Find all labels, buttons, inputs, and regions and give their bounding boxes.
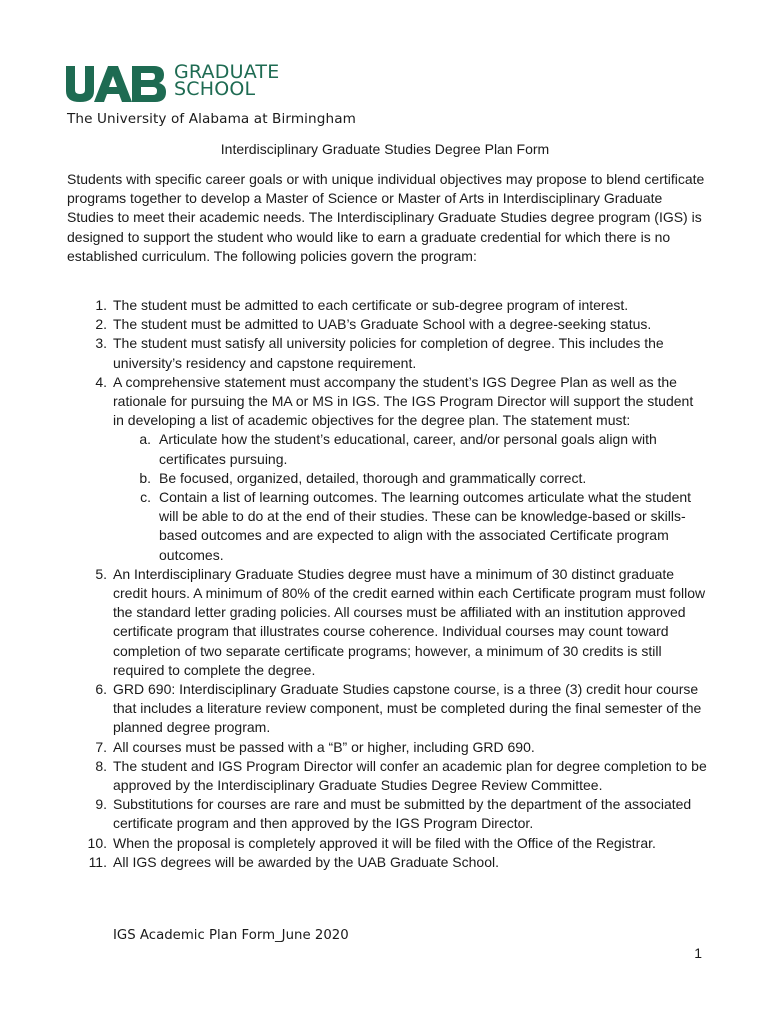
- logo-text-school: SCHOOL: [174, 78, 256, 100]
- uab-graduate-school-logo: [66, 61, 366, 104]
- page-number: 1: [694, 945, 702, 961]
- policy-subitem-letter: c.: [140, 489, 151, 506]
- form-title: Interdisciplinary Graduate Studies Degree Plan Form: [220, 141, 550, 157]
- policy-item: [67, 565, 707, 680]
- policy-item: [67, 334, 707, 372]
- policy-item: [67, 315, 707, 334]
- policy-subitem-text: Contain a list of learning outcomes. The learning outcomes articulate what the student will be able to do at the end of their studies. These can be knowledge-based or skills-based outcomes and are expected to align with the associated Certificate program outcomes.: [159, 489, 692, 563]
- policy-text: A comprehensive statement must accompany the student’s IGS Degree Plan as well as the rationale for pursuing the MA or MS in IGS. The IGS Program Director will support the student in developing a list of academic objectives for the degree plan. The statement must:: [113, 373, 694, 429]
- policy-item: [67, 795, 707, 833]
- policy-number: 11.: [88, 853, 107, 870]
- policy-item: [67, 373, 707, 565]
- policy-text: An Interdisciplinary Graduate Studies degree must have a minimum of 30 distinct graduate credit hours. A minimum of 80% of the credit earned within each Certificate program must follow the standard letter grading policies. All courses must be affiliated with an institution approved certificate program that illustrates course coherence. Individual courses may count toward completion of two separate certificate programs; however, a minimum of 30 credits is still required to complete the degree.: [113, 565, 706, 678]
- policy-subitem-text: Articulate how the student’s educational, career, and/or personal goals align with certificates pursuing.: [159, 431, 657, 467]
- policy-text: All courses must be passed with a “B” or higher, including GRD 690.: [113, 738, 535, 755]
- policy-item: [67, 757, 707, 795]
- policy-text: GRD 690: Interdisciplinary Graduate Studies capstone course, is a three (3) credit hour course that includes a literature review component, must be completed during the final semester of the planned degree program.: [113, 681, 702, 736]
- policy-item: [67, 680, 707, 738]
- policy-number: 6.: [95, 681, 107, 698]
- policy-number: 8.: [95, 757, 107, 774]
- policy-item: [67, 853, 707, 872]
- logo-wordmark: [174, 61, 280, 100]
- policy-text: Substitutions for courses are rare and must be submitted by the department of the associated certificate program and then approved by the IGS Program Director.: [113, 796, 692, 832]
- policy-subitem-letter: a.: [139, 431, 151, 448]
- policy-subitem: [113, 469, 707, 488]
- policy-number: 7.: [95, 738, 107, 755]
- policy-number: 10.: [87, 834, 107, 851]
- policy-subitem-letter: b.: [139, 469, 151, 486]
- policy-text: The student must be admitted to each certificate or sub-degree program of interest.: [113, 297, 629, 313]
- policy-subitem-text: Be focused, organized, detailed, thorough and grammatically correct.: [159, 469, 587, 486]
- policy-number: 9.: [95, 796, 107, 813]
- university-name: The University of Alabama at Birmingham: [67, 111, 356, 127]
- policy-list: [67, 296, 707, 872]
- policy-sublist: [113, 430, 707, 564]
- intro-paragraph: Students with specific career goals or with unique individual objectives may propose to blend certificate programs together to develop a Master of Science or Master of Arts in Interdisciplinary Graduate Studies to meet their academic needs. The Interdisciplinary Graduate Studies degree program (IGS) is designed to support the student who would like to earn a graduate credential for which there is no established curriculum. The following policies govern the program:: [67, 171, 705, 264]
- policy-number: 1.: [95, 297, 107, 313]
- policy-subitem: [113, 430, 707, 468]
- uab-logo-mark: [66, 66, 166, 102]
- policy-item: [67, 738, 707, 757]
- policy-item: [67, 296, 707, 315]
- policy-item: [67, 834, 707, 853]
- policy-text: The student must satisfy all university policies for completion of degree. This includes the university’s residency and capstone requirement.: [113, 335, 664, 371]
- logo-text-graduate: GRADUATE: [174, 61, 280, 83]
- policy-text: All IGS degrees will be awarded by the UAB Graduate School.: [113, 853, 499, 870]
- policy-number: 2.: [95, 316, 107, 333]
- policy-text: The student and IGS Program Director will confer an academic plan for degree completion to be approved by the Interdisciplinary Graduate Studies Degree Review Committee.: [113, 757, 707, 794]
- policy-number: 5.: [95, 565, 107, 582]
- policy-text: When the proposal is completely approved it will be filed with the Office of the Registrar.: [113, 834, 656, 851]
- policy-text: The student must be admitted to UAB’s Graduate School with a degree-seeking status.: [113, 316, 652, 333]
- footer-label: IGS Academic Plan Form_June 2020: [113, 928, 349, 943]
- policy-number: 4.: [95, 373, 107, 390]
- policy-number: 3.: [95, 335, 107, 352]
- policy-subitem: [113, 488, 707, 565]
